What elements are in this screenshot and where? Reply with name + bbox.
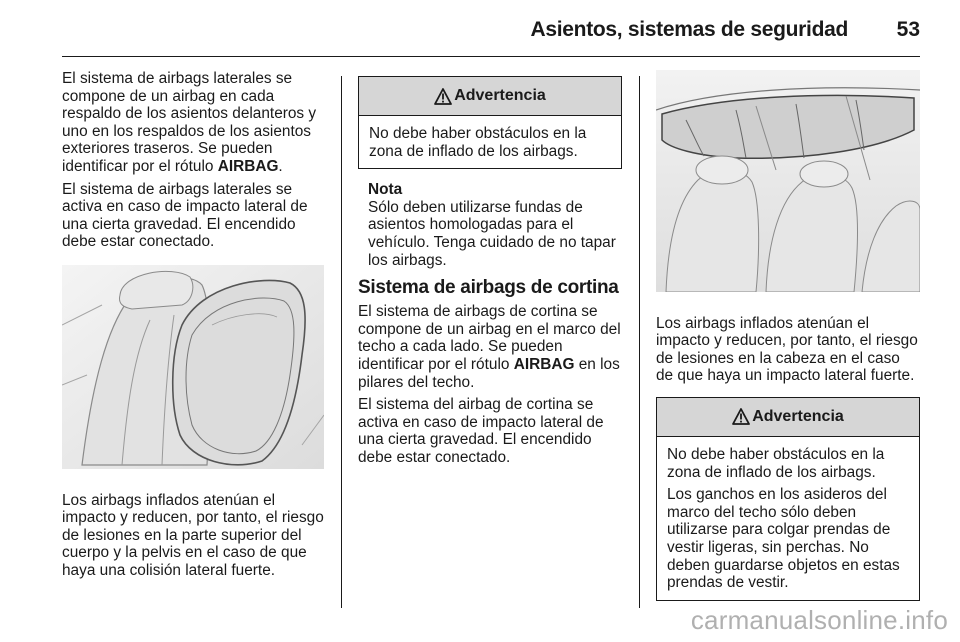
- note-block: [358, 181, 622, 269]
- curtain-airbag-intro: El sistema de airbags de cortina se compone de un airbag en el marco del techo a cada lado. Se pueden identificar por el rótulo AIRBAG en los pilares del techo.: [358, 303, 621, 391]
- warning-text-2: Los ganchos en los asideros del marco del techo sólo deben utilizarse para colgar prendas de vestir ligeras, sin perchas. No deben guardarse objetos en estas prendas de vestir.: [667, 486, 900, 592]
- warning-text-1: No debe haber obstáculos en la zona de inflado de los airbags.: [667, 445, 885, 481]
- warning-text: No debe haber obstáculos en la zona de inflado de los airbags.: [369, 125, 587, 160]
- column-2: [358, 70, 622, 472]
- side-airbag-intro: El sistema de airbags laterales se compone de un airbag en cada respaldo de los asientos delanteros y uno en los respaldos de los asientos exteriores traseros. Se pueden identificar por el rótulo AIRBAG.: [62, 70, 317, 175]
- page-header: [62, 14, 920, 48]
- header-divider: [62, 56, 920, 57]
- curtain-airbag-activation: El sistema del airbag de cortina se activa en caso de impacto lateral de una cierta gravedad. El encendido debe estar conectado.: [358, 396, 604, 466]
- note-title: Nota: [368, 181, 403, 199]
- warning-box-1: [358, 76, 622, 169]
- curtain-airbag-illustration: [656, 70, 920, 297]
- side-airbag-activation: El sistema de airbags laterales se activa en caso de impacto lateral de una cierta gravedad. El encendido debe estar conectado.: [62, 180, 308, 251]
- curtain-airbag-caption: Los airbags inflados atenúan el impacto y reducen, por tanto, el riesgo de lesiones en la cabeza en el caso de que haya un impacto lateral fuerte.: [656, 314, 918, 385]
- side-airbag-caption: Los airbags inflados atenúan el impacto y reducen, por tanto, el riesgo de lesiones en la parte superior del cuerpo y la pelvis en el caso de que haya una colisión lateral fuerte.: [62, 491, 324, 579]
- airbag-label-keyword: AIRBAG: [217, 157, 279, 175]
- page-title: Asientos, sistemas de seguridad: [530, 18, 848, 41]
- column-3: [656, 70, 920, 601]
- section-title-curtain-airbag: Sistema de airbags de cortina: [358, 277, 619, 299]
- warning-triangle-icon: [732, 408, 750, 425]
- warning-box-2: [656, 397, 920, 601]
- column-1: [62, 70, 324, 580]
- side-airbag-illustration: [62, 265, 324, 474]
- note-text: Sólo deben utilizarse fundas de asientos homologadas para el vehículo. Tenga cuidado de no tapar los airbags.: [368, 198, 616, 269]
- warning-header: [359, 77, 621, 116]
- column-divider-2: [639, 76, 640, 608]
- warning-title: Advertencia: [454, 87, 546, 105]
- warning-title: Advertencia: [752, 408, 844, 426]
- page-number: 53: [896, 18, 920, 41]
- airbag-label-keyword: AIRBAG: [513, 355, 575, 373]
- warning-header: [657, 398, 919, 437]
- watermark: carmanualsonline.info: [690, 605, 948, 635]
- column-divider-1: [341, 76, 342, 608]
- warning-triangle-icon: [434, 88, 452, 105]
